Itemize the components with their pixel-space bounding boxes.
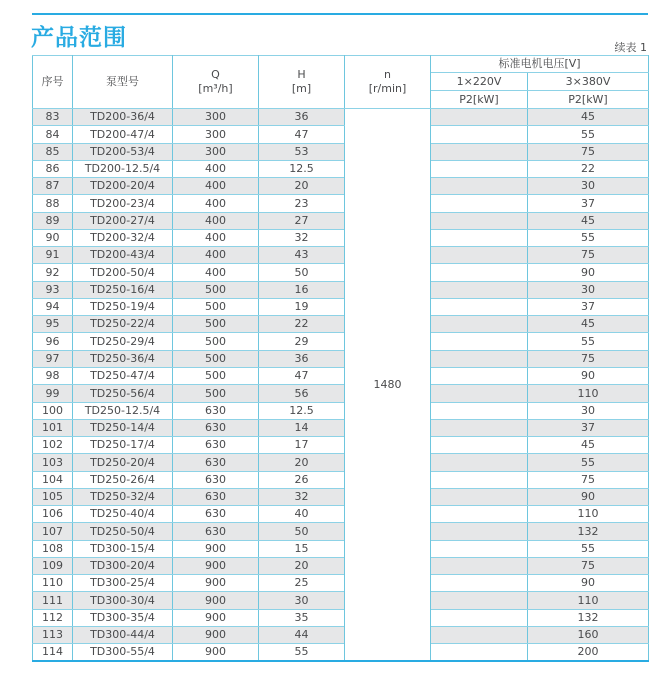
cell-p2-220 bbox=[431, 523, 528, 540]
cell-model: TD300-44/4 bbox=[73, 626, 173, 643]
cell-p2-220 bbox=[431, 575, 528, 592]
cell-p2-220 bbox=[431, 488, 528, 505]
col-header-flow bbox=[173, 56, 259, 109]
table-row bbox=[33, 229, 649, 246]
cell-model: TD250-14/4 bbox=[73, 419, 173, 436]
cell-p2-380: 75 bbox=[528, 471, 649, 488]
cell-head: 22 bbox=[259, 316, 345, 333]
cell-head: 20 bbox=[259, 178, 345, 195]
cell-flow: 500 bbox=[173, 350, 259, 367]
cell-serial: 88 bbox=[33, 195, 73, 212]
cell-p2-220 bbox=[431, 437, 528, 454]
cell-serial: 95 bbox=[33, 316, 73, 333]
table-row bbox=[33, 298, 649, 315]
cell-p2-220 bbox=[431, 506, 528, 523]
cell-flow: 300 bbox=[173, 143, 259, 160]
cell-serial: 86 bbox=[33, 160, 73, 177]
cell-head: 29 bbox=[259, 333, 345, 350]
table-row bbox=[33, 402, 649, 419]
cell-p2-380: 90 bbox=[528, 367, 649, 384]
cell-model: TD250-47/4 bbox=[73, 367, 173, 384]
table-header bbox=[33, 56, 649, 109]
cell-head: 47 bbox=[259, 126, 345, 143]
cell-flow: 300 bbox=[173, 109, 259, 126]
cell-model: TD250-50/4 bbox=[73, 523, 173, 540]
cell-model: TD200-53/4 bbox=[73, 143, 173, 160]
cell-serial: 105 bbox=[33, 488, 73, 505]
cell-head: 15 bbox=[259, 540, 345, 557]
cell-p2-380: 45 bbox=[528, 437, 649, 454]
cell-p2-220 bbox=[431, 454, 528, 471]
cell-head: 56 bbox=[259, 385, 345, 402]
cell-p2-380: 110 bbox=[528, 385, 649, 402]
cell-p2-380: 110 bbox=[528, 592, 649, 609]
cell-flow: 500 bbox=[173, 281, 259, 298]
cell-head: 12.5 bbox=[259, 160, 345, 177]
table-row bbox=[33, 316, 649, 333]
cell-p2-220 bbox=[431, 540, 528, 557]
cell-model: TD300-20/4 bbox=[73, 557, 173, 574]
table-row bbox=[33, 437, 649, 454]
cell-model: TD250-12.5/4 bbox=[73, 402, 173, 419]
cell-p2-380: 55 bbox=[528, 229, 649, 246]
table-row bbox=[33, 178, 649, 195]
cell-flow: 500 bbox=[173, 385, 259, 402]
cell-flow: 400 bbox=[173, 195, 259, 212]
page-title: 产品范围 bbox=[31, 25, 127, 51]
cell-flow: 500 bbox=[173, 316, 259, 333]
cell-serial: 110 bbox=[33, 575, 73, 592]
col-header-flow-unit: [m³/h] bbox=[198, 82, 233, 95]
cell-p2-380: 75 bbox=[528, 350, 649, 367]
col-header-head bbox=[259, 56, 345, 109]
cell-p2-220 bbox=[431, 195, 528, 212]
table-row bbox=[33, 264, 649, 281]
cell-p2-380: 45 bbox=[528, 109, 649, 126]
cell-model: TD300-30/4 bbox=[73, 592, 173, 609]
cell-p2-380: 132 bbox=[528, 523, 649, 540]
cell-head: 55 bbox=[259, 644, 345, 661]
cell-head: 36 bbox=[259, 350, 345, 367]
cell-flow: 400 bbox=[173, 264, 259, 281]
cell-model: TD250-19/4 bbox=[73, 298, 173, 315]
cell-serial: 90 bbox=[33, 229, 73, 246]
cell-head: 20 bbox=[259, 557, 345, 574]
cell-flow: 400 bbox=[173, 160, 259, 177]
cell-p2-220 bbox=[431, 626, 528, 643]
cell-head: 26 bbox=[259, 471, 345, 488]
cell-model: TD200-50/4 bbox=[73, 264, 173, 281]
cell-model: TD250-16/4 bbox=[73, 281, 173, 298]
col-header-p2-220: P2[kW] bbox=[431, 91, 528, 109]
table-row bbox=[33, 644, 649, 661]
cell-p2-220 bbox=[431, 298, 528, 315]
cell-model: TD300-35/4 bbox=[73, 609, 173, 626]
cell-model: TD250-17/4 bbox=[73, 437, 173, 454]
cell-p2-380: 132 bbox=[528, 609, 649, 626]
cell-flow: 630 bbox=[173, 402, 259, 419]
cell-serial: 114 bbox=[33, 644, 73, 661]
table-row bbox=[33, 523, 649, 540]
cell-model: TD250-26/4 bbox=[73, 471, 173, 488]
cell-model: TD200-47/4 bbox=[73, 126, 173, 143]
cell-serial: 93 bbox=[33, 281, 73, 298]
cell-model: TD200-36/4 bbox=[73, 109, 173, 126]
table-row bbox=[33, 471, 649, 488]
cell-serial: 99 bbox=[33, 385, 73, 402]
cell-p2-380: 37 bbox=[528, 419, 649, 436]
cell-serial: 89 bbox=[33, 212, 73, 229]
cell-p2-220 bbox=[431, 212, 528, 229]
cell-flow: 630 bbox=[173, 419, 259, 436]
cell-flow: 900 bbox=[173, 609, 259, 626]
cell-p2-220 bbox=[431, 316, 528, 333]
cell-flow: 500 bbox=[173, 333, 259, 350]
col-header-speed-unit: [r/min] bbox=[368, 82, 407, 95]
header-row-group bbox=[33, 56, 649, 73]
table-body bbox=[33, 109, 649, 662]
cell-p2-220 bbox=[431, 333, 528, 350]
cell-flow: 630 bbox=[173, 437, 259, 454]
cell-head: 23 bbox=[259, 195, 345, 212]
cell-p2-220 bbox=[431, 402, 528, 419]
cell-p2-380: 75 bbox=[528, 247, 649, 264]
table-row bbox=[33, 454, 649, 471]
cell-head: 44 bbox=[259, 626, 345, 643]
col-header-speed-symbol: n bbox=[384, 68, 391, 82]
cell-serial: 85 bbox=[33, 143, 73, 160]
cell-p2-220 bbox=[431, 247, 528, 264]
cell-flow: 900 bbox=[173, 644, 259, 661]
cell-p2-220 bbox=[431, 229, 528, 246]
cell-model: TD300-15/4 bbox=[73, 540, 173, 557]
cell-p2-220 bbox=[431, 385, 528, 402]
cell-serial: 106 bbox=[33, 506, 73, 523]
cell-p2-380: 37 bbox=[528, 195, 649, 212]
table-row bbox=[33, 609, 649, 626]
cell-head: 17 bbox=[259, 437, 345, 454]
table-row bbox=[33, 506, 649, 523]
cell-p2-220 bbox=[431, 557, 528, 574]
cell-head: 32 bbox=[259, 229, 345, 246]
cell-p2-380: 110 bbox=[528, 506, 649, 523]
cell-head: 12.5 bbox=[259, 402, 345, 419]
table-row bbox=[33, 419, 649, 436]
cell-p2-380: 55 bbox=[528, 540, 649, 557]
cell-serial: 103 bbox=[33, 454, 73, 471]
col-header-serial: 序号 bbox=[33, 56, 73, 109]
cell-head: 35 bbox=[259, 609, 345, 626]
cell-p2-380: 55 bbox=[528, 126, 649, 143]
cell-p2-220 bbox=[431, 471, 528, 488]
cell-p2-220 bbox=[431, 126, 528, 143]
col-header-speed bbox=[345, 56, 431, 109]
table-row bbox=[33, 212, 649, 229]
cell-serial: 97 bbox=[33, 350, 73, 367]
cell-p2-380: 75 bbox=[528, 143, 649, 160]
cell-model: TD200-27/4 bbox=[73, 212, 173, 229]
cell-model: TD250-36/4 bbox=[73, 350, 173, 367]
cell-model: TD200-12.5/4 bbox=[73, 160, 173, 177]
cell-head: 50 bbox=[259, 523, 345, 540]
cell-head: 19 bbox=[259, 298, 345, 315]
col-header-model: 泵型号 bbox=[73, 56, 173, 109]
col-header-voltage-group: 标准电机电压[V] bbox=[431, 56, 649, 73]
accent-divider-line bbox=[32, 13, 648, 15]
col-header-p2-380: P2[kW] bbox=[528, 91, 649, 109]
cell-flow: 900 bbox=[173, 557, 259, 574]
cell-flow: 900 bbox=[173, 592, 259, 609]
cell-p2-220 bbox=[431, 281, 528, 298]
cell-head: 14 bbox=[259, 419, 345, 436]
cell-flow: 500 bbox=[173, 298, 259, 315]
cell-p2-380: 55 bbox=[528, 454, 649, 471]
cell-serial: 100 bbox=[33, 402, 73, 419]
cell-serial: 98 bbox=[33, 367, 73, 384]
table-row bbox=[33, 350, 649, 367]
table-row bbox=[33, 126, 649, 143]
table-row bbox=[33, 557, 649, 574]
cell-p2-220 bbox=[431, 143, 528, 160]
cell-head: 43 bbox=[259, 247, 345, 264]
cell-flow: 400 bbox=[173, 212, 259, 229]
cell-serial: 108 bbox=[33, 540, 73, 557]
cell-p2-380: 30 bbox=[528, 178, 649, 195]
cell-model: TD250-32/4 bbox=[73, 488, 173, 505]
cell-flow: 900 bbox=[173, 626, 259, 643]
cell-p2-220 bbox=[431, 367, 528, 384]
cell-flow: 900 bbox=[173, 540, 259, 557]
cell-flow: 900 bbox=[173, 575, 259, 592]
cell-p2-380: 200 bbox=[528, 644, 649, 661]
table-row bbox=[33, 333, 649, 350]
cell-model: TD250-22/4 bbox=[73, 316, 173, 333]
cell-serial: 112 bbox=[33, 609, 73, 626]
cell-serial: 87 bbox=[33, 178, 73, 195]
cell-head: 27 bbox=[259, 212, 345, 229]
cell-p2-380: 160 bbox=[528, 626, 649, 643]
table-row bbox=[33, 367, 649, 384]
cell-head: 40 bbox=[259, 506, 345, 523]
table-row bbox=[33, 575, 649, 592]
table-row bbox=[33, 385, 649, 402]
pump-spec-table bbox=[32, 55, 649, 662]
table-row bbox=[33, 143, 649, 160]
cell-model: TD300-25/4 bbox=[73, 575, 173, 592]
cell-flow: 300 bbox=[173, 126, 259, 143]
cell-serial: 104 bbox=[33, 471, 73, 488]
cell-model: TD250-20/4 bbox=[73, 454, 173, 471]
cell-serial: 83 bbox=[33, 109, 73, 126]
cell-p2-220 bbox=[431, 350, 528, 367]
cell-p2-380: 90 bbox=[528, 488, 649, 505]
cell-flow: 630 bbox=[173, 454, 259, 471]
cell-p2-380: 90 bbox=[528, 575, 649, 592]
cell-serial: 102 bbox=[33, 437, 73, 454]
cell-flow: 400 bbox=[173, 229, 259, 246]
cell-p2-220 bbox=[431, 609, 528, 626]
cell-serial: 111 bbox=[33, 592, 73, 609]
table-row bbox=[33, 281, 649, 298]
cell-flow: 630 bbox=[173, 488, 259, 505]
table-row bbox=[33, 488, 649, 505]
cell-speed-merged: 1480 bbox=[345, 109, 431, 662]
cell-p2-380: 45 bbox=[528, 212, 649, 229]
cell-head: 16 bbox=[259, 281, 345, 298]
cell-p2-380: 30 bbox=[528, 402, 649, 419]
cell-flow: 500 bbox=[173, 367, 259, 384]
cell-p2-220 bbox=[431, 109, 528, 126]
table-row bbox=[33, 592, 649, 609]
cell-p2-220 bbox=[431, 419, 528, 436]
cell-p2-380: 75 bbox=[528, 557, 649, 574]
cell-model: TD250-29/4 bbox=[73, 333, 173, 350]
cell-p2-380: 45 bbox=[528, 316, 649, 333]
table-continuation-note: 续表 1 bbox=[614, 41, 647, 54]
cell-model: TD250-56/4 bbox=[73, 385, 173, 402]
cell-head: 30 bbox=[259, 592, 345, 609]
col-header-head-unit: [m] bbox=[291, 82, 312, 95]
table-row bbox=[33, 626, 649, 643]
cell-p2-380: 55 bbox=[528, 333, 649, 350]
col-header-voltage-220: 1×220V bbox=[431, 73, 528, 91]
cell-model: TD200-43/4 bbox=[73, 247, 173, 264]
cell-head: 20 bbox=[259, 454, 345, 471]
cell-flow: 400 bbox=[173, 247, 259, 264]
cell-head: 36 bbox=[259, 109, 345, 126]
cell-p2-220 bbox=[431, 178, 528, 195]
cell-p2-220 bbox=[431, 264, 528, 281]
cell-head: 25 bbox=[259, 575, 345, 592]
col-header-flow-symbol: Q bbox=[211, 68, 220, 82]
cell-model: TD200-32/4 bbox=[73, 229, 173, 246]
cell-serial: 101 bbox=[33, 419, 73, 436]
cell-serial: 109 bbox=[33, 557, 73, 574]
cell-p2-220 bbox=[431, 644, 528, 661]
cell-head: 32 bbox=[259, 488, 345, 505]
cell-serial: 113 bbox=[33, 626, 73, 643]
cell-serial: 91 bbox=[33, 247, 73, 264]
cell-head: 47 bbox=[259, 367, 345, 384]
cell-model: TD250-40/4 bbox=[73, 506, 173, 523]
cell-p2-220 bbox=[431, 592, 528, 609]
cell-p2-380: 22 bbox=[528, 160, 649, 177]
cell-flow: 630 bbox=[173, 506, 259, 523]
cell-model: TD300-55/4 bbox=[73, 644, 173, 661]
table-row bbox=[33, 109, 649, 126]
cell-p2-380: 90 bbox=[528, 264, 649, 281]
table-row bbox=[33, 160, 649, 177]
cell-serial: 96 bbox=[33, 333, 73, 350]
table-row bbox=[33, 195, 649, 212]
cell-flow: 630 bbox=[173, 471, 259, 488]
cell-model: TD200-23/4 bbox=[73, 195, 173, 212]
cell-head: 53 bbox=[259, 143, 345, 160]
cell-serial: 94 bbox=[33, 298, 73, 315]
cell-p2-380: 37 bbox=[528, 298, 649, 315]
cell-flow: 400 bbox=[173, 178, 259, 195]
cell-p2-220 bbox=[431, 160, 528, 177]
cell-flow: 630 bbox=[173, 523, 259, 540]
cell-head: 50 bbox=[259, 264, 345, 281]
col-header-voltage-380: 3×380V bbox=[528, 73, 649, 91]
table-row bbox=[33, 247, 649, 264]
cell-model: TD200-20/4 bbox=[73, 178, 173, 195]
cell-serial: 92 bbox=[33, 264, 73, 281]
table-row bbox=[33, 540, 649, 557]
col-header-head-symbol: H bbox=[297, 68, 306, 82]
cell-serial: 84 bbox=[33, 126, 73, 143]
cell-serial: 107 bbox=[33, 523, 73, 540]
cell-p2-380: 30 bbox=[528, 281, 649, 298]
